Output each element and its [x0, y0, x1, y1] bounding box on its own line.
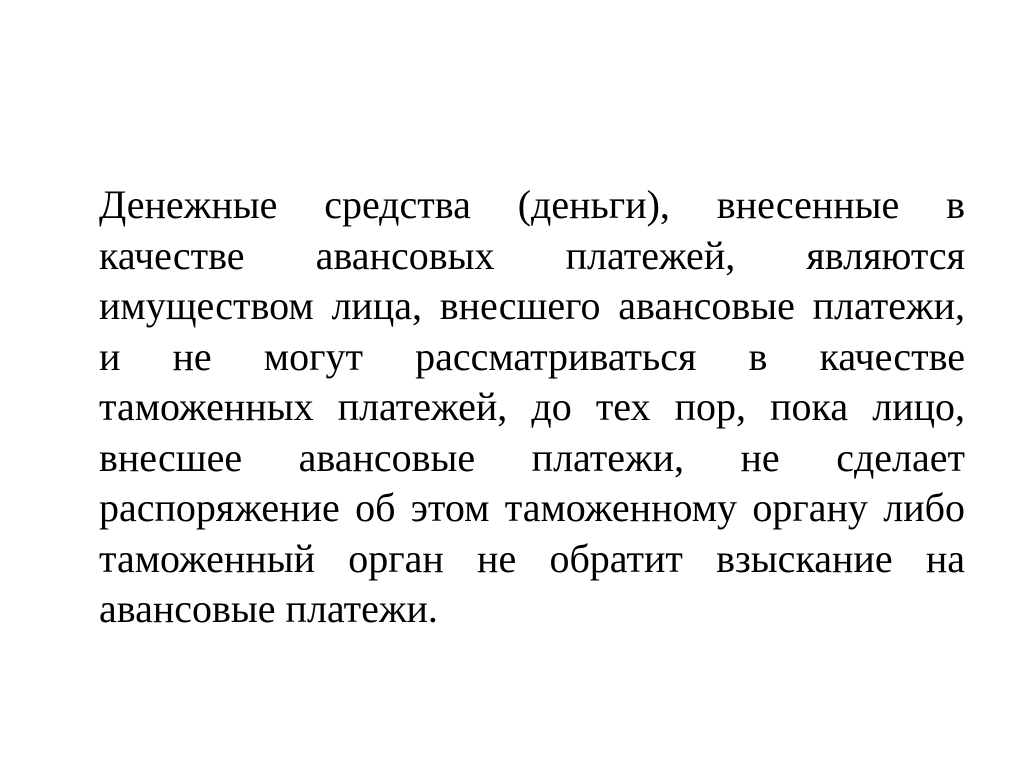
slide-body-text: Денежные средства (деньги), внесенные в качестве авансовых платежей, являются имуществом лица, внесшего авансовые платежи, и не могут рассматриваться в качестве таможенных платежей, до тех пор, пока лицо, внесшее авансовые платежи, не сделает распоряжение об этом таможенному органу либо таможенный орган не обратит взыскание на авансовые платежи. [99, 182, 965, 631]
